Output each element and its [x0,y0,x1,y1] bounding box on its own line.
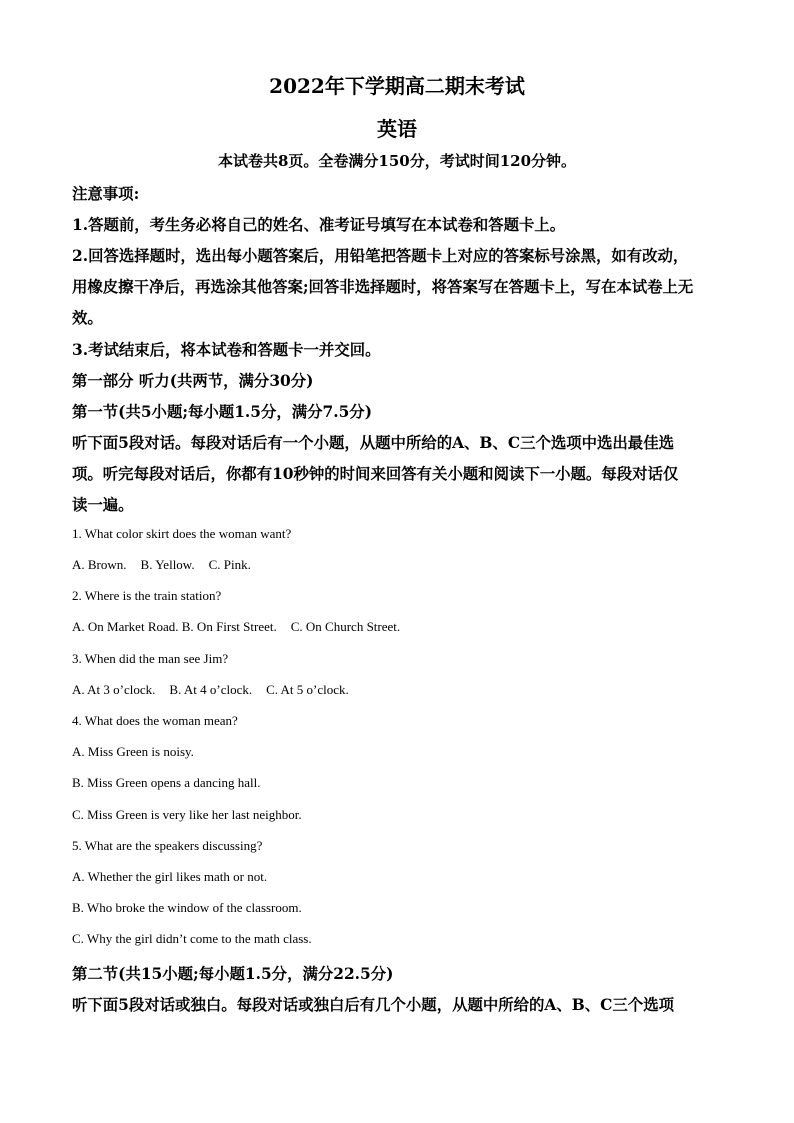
option-a: A. Brown. [72,557,127,572]
notice-heading: 注意事项: [72,185,140,203]
subject-title: 英语 [377,117,417,141]
notice-item-3: 3.考试结束后，将本试卷和答题卡一并交回。 [72,341,381,359]
option-c: C. Pink. [208,557,251,572]
question-options-1 [72,557,722,573]
section1-heading: 第一节(共5小题;每小题1.5分，满分7.5分) [72,403,372,421]
exam-title: 2022年下学期高二期末考试 [269,74,525,98]
option-b: B. Yellow. [140,557,195,572]
option-a: A. On Market Road. [72,619,179,634]
question-option-5c: C. Why the girl didn’t come to the math class. [72,931,312,946]
section2-directions-1: 听下面5段对话或独白。每段对话或独白后有几个小题，从题中所给的A、B、C三个选项 [72,996,674,1014]
section2-heading: 第二节(共15小题;每小题1.5分，满分22.5分) [72,965,394,983]
exam-info: 本试卷共8页。全卷满分150分，考试时间120分钟。 [217,152,577,170]
question-option-5a: A. Whether the girl likes math or not. [72,869,268,884]
section1-directions-2: 项。听完每段对话后，你都有10秒钟的时间来回答有关小题和阅读下一小题。每段对话仅 [72,465,679,483]
option-a: A. At 3 o’clock. [72,682,156,697]
question-stem-1: 1. What color skirt does the woman want? [72,526,292,541]
option-b: B. At 4 o’clock. [169,682,253,697]
question-option-4c: C. Miss Green is very like her last neighbor. [72,807,302,822]
notice-item-2-cont: 用橡皮擦干净后，再选涂其他答案;回答非选择题时，将答案写在答题卡上，写在本试卷上无 [72,278,694,296]
notice-item-2-end: 效。 [72,309,103,327]
section1-directions-3: 读一遍。 [72,496,134,514]
question-stem-2: 2. Where is the train station? [72,588,222,603]
question-options-2 [72,619,722,635]
question-options-3 [72,682,722,698]
option-b: B. On First Street. [181,619,277,634]
option-c: C. On Church Street. [290,619,401,634]
notice-item-2: 2.回答选择题时，选出每小题答案后，用铅笔把答题卡上对应的答案标号涂黑，如有改动， [72,247,689,265]
question-option-4b: B. Miss Green opens a dancing hall. [72,775,261,790]
question-stem-5: 5. What are the speakers discussing? [72,838,263,853]
question-option-5b: B. Who broke the window of the classroom. [72,900,302,915]
notice-item-1: 1.答题前，考生务必将自己的姓名、准考证号填写在本试卷和答题卡上。 [72,216,566,234]
question-stem-3: 3. When did the man see Jim? [72,651,229,666]
part1-heading: 第一部分 听力(共两节，满分30分) [72,372,314,390]
question-stem-4: 4. What does the woman mean? [72,713,238,728]
option-c: C. At 5 o’clock. [266,682,349,697]
question-option-4a: A. Miss Green is noisy. [72,744,194,759]
section1-directions-1: 听下面5段对话。每段对话后有一个小题，从题中所给的A、B、C三个选项中选出最佳选 [72,434,674,452]
